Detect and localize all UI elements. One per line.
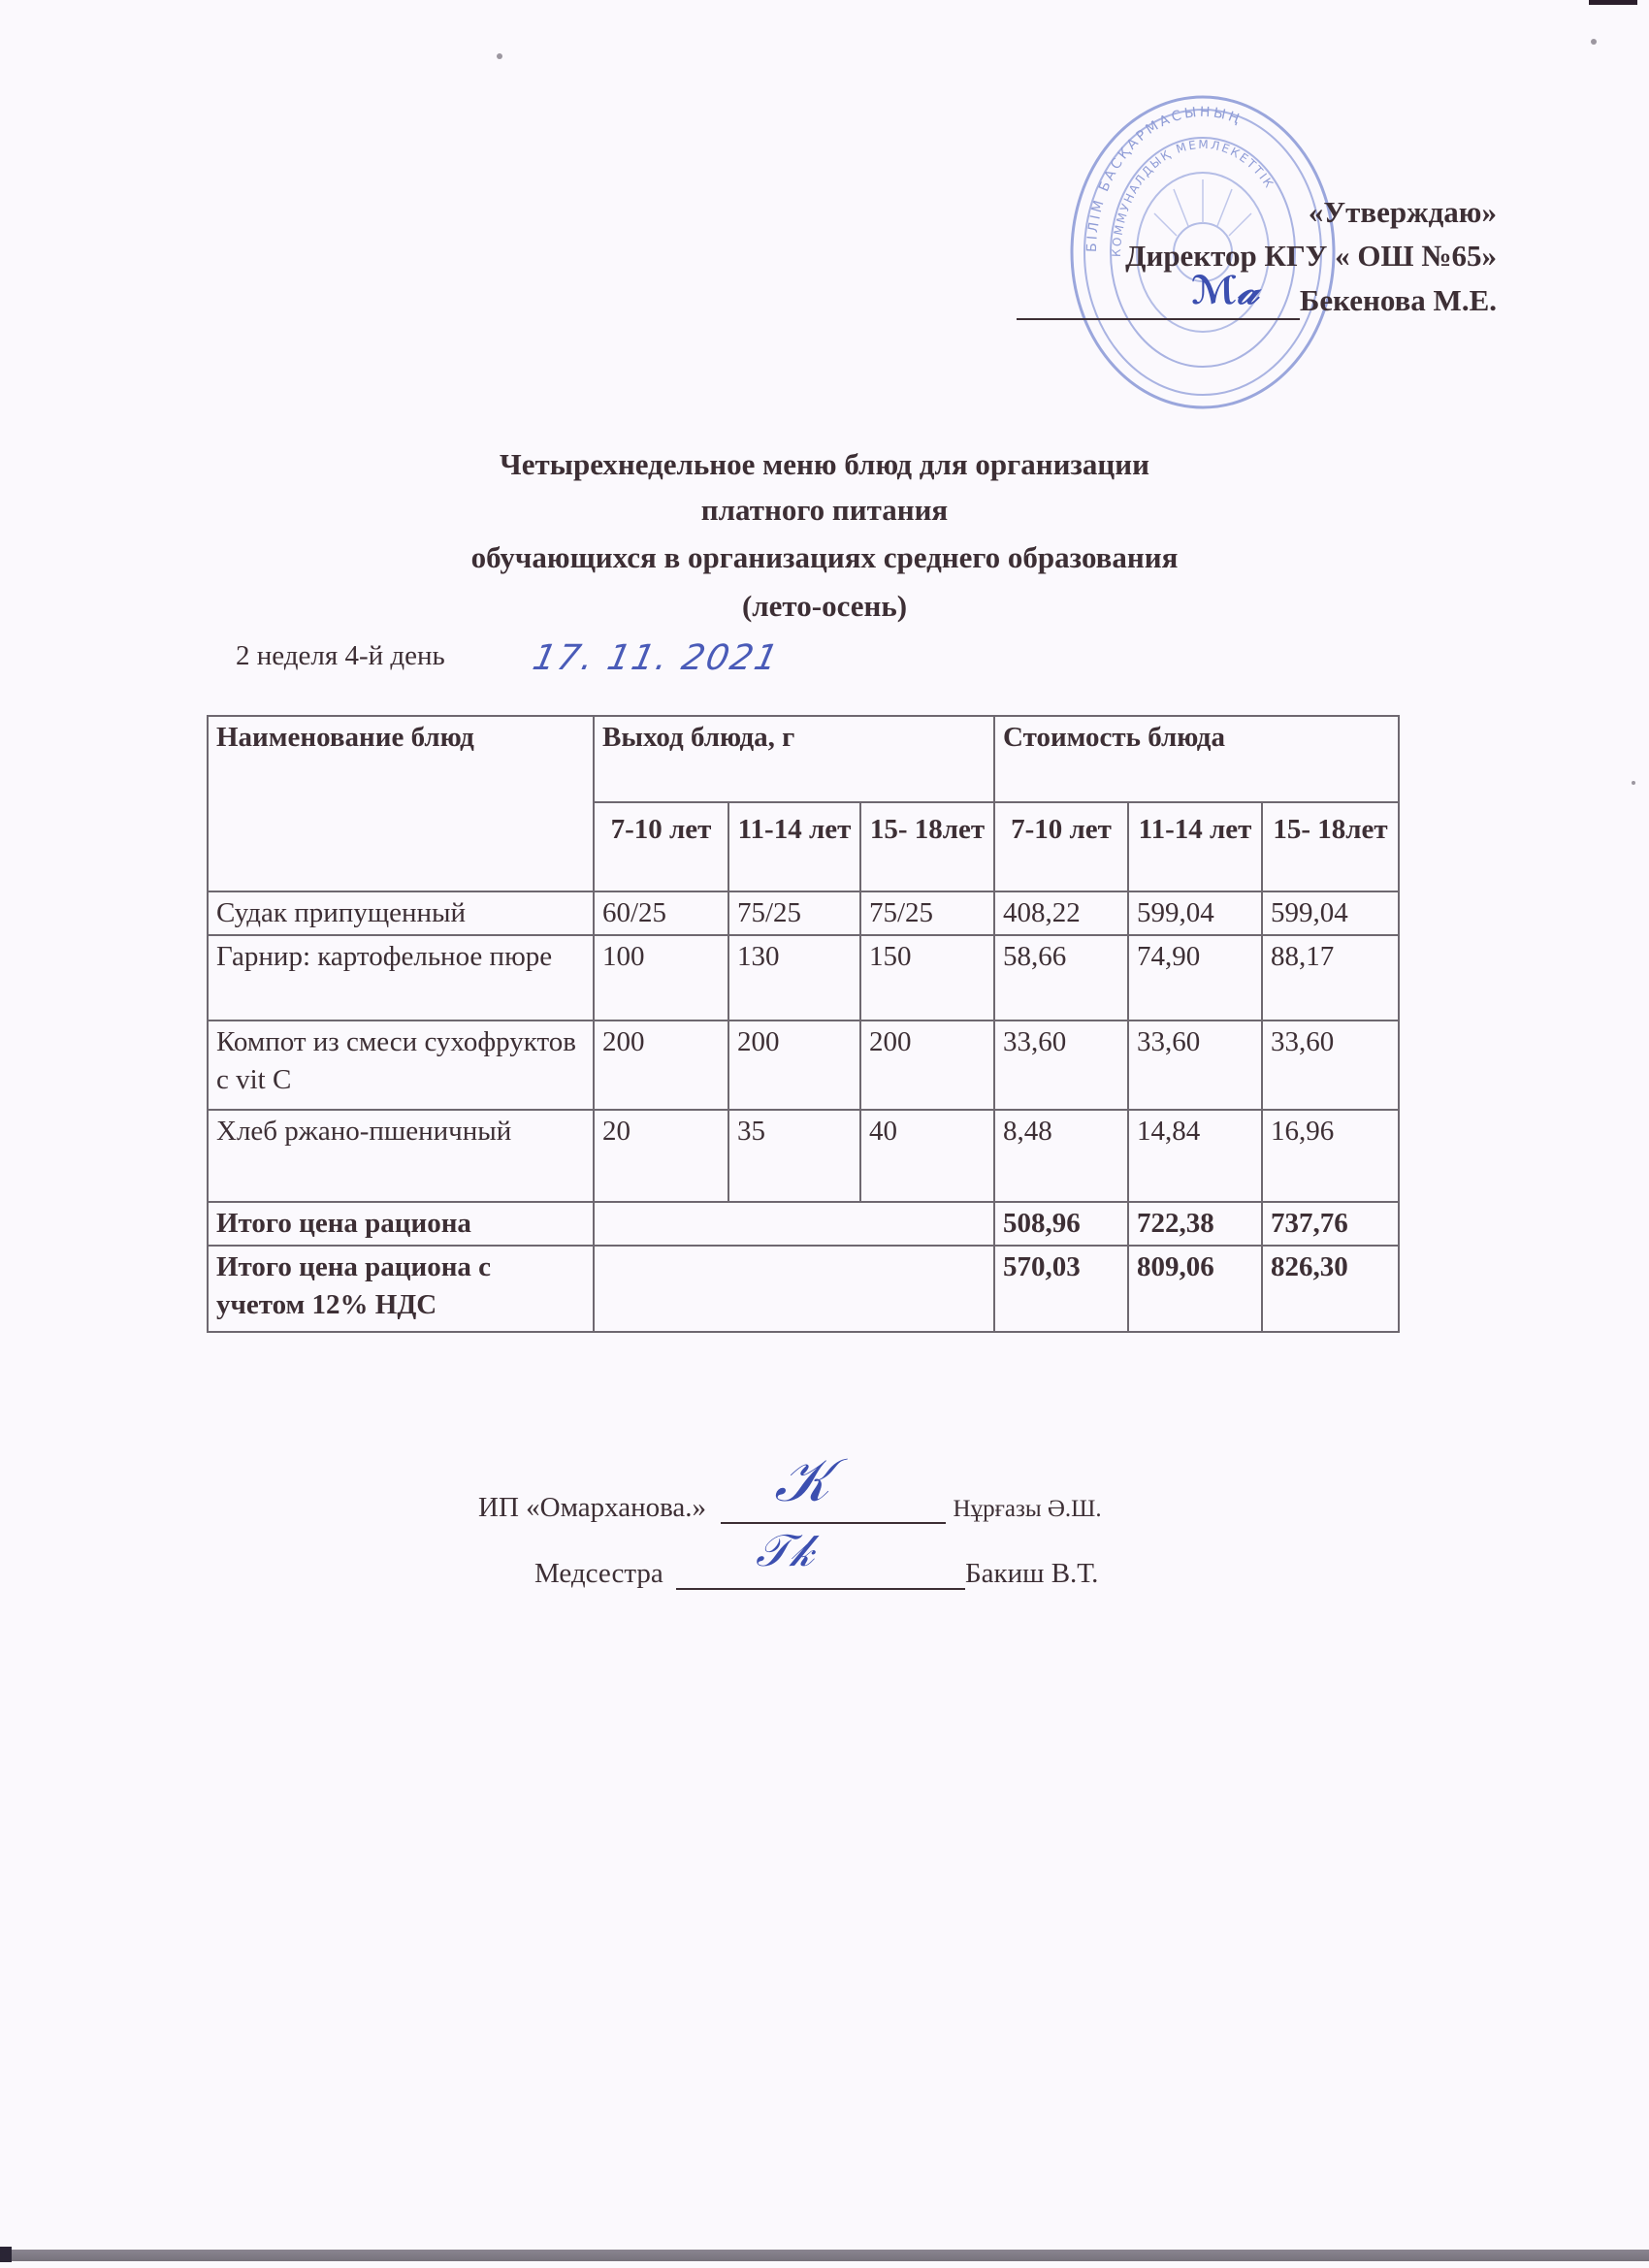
document-title-line-1: Четырехнедельное меню блюд для организации: [500, 447, 1149, 481]
supplier-name: Нұрғазы Ә.Ш.: [953, 1496, 1102, 1522]
header-age-group: 7-10 лет: [594, 802, 728, 891]
total-row: [208, 1202, 1399, 1246]
yield-cell: 75/25: [728, 891, 860, 935]
nurse-name: Бакиш В.Т.: [965, 1558, 1099, 1589]
scan-speck: [1591, 39, 1597, 45]
header-cost: Стоимость блюда: [994, 716, 1399, 802]
dish-name: Хлеб ржано-пшеничный: [208, 1110, 594, 1202]
scan-edge: [0, 2250, 1649, 2261]
cost-cell: 8,48: [994, 1110, 1128, 1202]
yield-cell: 100: [594, 935, 728, 1021]
total-label: Итого цена рациона: [208, 1202, 594, 1246]
yield-cell: 130: [728, 935, 860, 1021]
document-title-line-2: платного питания: [700, 493, 949, 527]
document-title-line-3: обучающихся в организациях среднего образования: [470, 540, 1179, 574]
yield-cell: 200: [728, 1021, 860, 1110]
supplier-signature-line: [478, 1444, 1102, 1524]
header-age-group: 15- 18лет: [860, 802, 994, 891]
dish-name: Гарнир: картофельное пюре: [208, 935, 594, 1021]
yield-cell: 75/25: [860, 891, 994, 935]
total-vat-cost-cell: 570,03: [994, 1246, 1128, 1332]
table-row: [208, 1021, 1399, 1110]
yield-cell: 20: [594, 1110, 728, 1202]
svg-text:КОММУНАЛДЫҚ МЕМЛЕКЕТТІК: КОММУНАЛДЫҚ МЕМЛЕКЕТТІК: [1109, 137, 1277, 258]
scan-speck: [497, 53, 502, 59]
total-cost-cell: 722,38: [1128, 1202, 1262, 1246]
cost-cell: 88,17: [1262, 935, 1399, 1021]
total-cost-cell: 508,96: [994, 1202, 1128, 1246]
supplier-signature-icon: 𝒦: [774, 1444, 830, 1515]
total-cost-cell: 737,76: [1262, 1202, 1399, 1246]
director-signature-line: [1017, 269, 1497, 320]
yield-cell: 200: [860, 1021, 994, 1110]
table-header-row: [208, 716, 1399, 802]
yield-cell: 150: [860, 935, 994, 1021]
dish-name: Судак припущенный: [208, 891, 594, 935]
header-age-group: 11-14 лет: [1128, 802, 1262, 891]
signature-underline: [721, 1444, 946, 1524]
table-row: [208, 935, 1399, 1021]
empty-cell: [594, 1202, 994, 1246]
director-position: Директор КГУ « ОШ №65»: [1125, 239, 1497, 273]
approve-label: «Утверждаю»: [1308, 195, 1497, 229]
cost-cell: 599,04: [1262, 891, 1399, 935]
header-dish-name: Наименование блюд: [208, 716, 594, 891]
cost-cell: 408,22: [994, 891, 1128, 935]
nurse-signature-line: [534, 1524, 1099, 1590]
empty-cell: [594, 1246, 994, 1332]
yield-cell: 200: [594, 1021, 728, 1110]
yield-cell: 35: [728, 1110, 860, 1202]
scan-edge: [1589, 0, 1637, 5]
svg-text:БІЛІМ БАСҚАРМАСЫНЫҢ: БІЛІМ БАСҚАРМАСЫНЫҢ: [1083, 104, 1245, 253]
nurse-role: Медсестра: [534, 1558, 663, 1589]
signature-underline: [676, 1524, 965, 1590]
total-vat-row: [208, 1246, 1399, 1332]
handwritten-date: 17. 11. 2021: [529, 638, 784, 678]
table-row: [208, 891, 1399, 935]
menu-table: [207, 715, 1400, 1333]
total-vat-cost-cell: 809,06: [1128, 1246, 1262, 1332]
supplier-role: ИП «Омарханова.»: [478, 1492, 707, 1523]
cost-cell: 599,04: [1128, 891, 1262, 935]
table-row: [208, 1110, 1399, 1202]
dish-name: Компот из смеси сухофруктов с vit C: [208, 1021, 594, 1110]
cost-cell: 14,84: [1128, 1110, 1262, 1202]
header-age-group: 7-10 лет: [994, 802, 1128, 891]
cost-cell: 33,60: [994, 1021, 1128, 1110]
director-signature-icon: ℳ𝒶: [1190, 269, 1259, 313]
header-age-group: 11-14 лет: [728, 802, 860, 891]
cost-cell: 16,96: [1262, 1110, 1399, 1202]
week-day-label: 2 неделя 4-й день: [236, 640, 445, 671]
total-vat-label: Итого цена рациона с учетом 12% НДС: [208, 1246, 594, 1332]
signature-underline: [1017, 269, 1300, 320]
yield-cell: 40: [860, 1110, 994, 1202]
header-yield: Выход блюда, г: [594, 716, 994, 802]
cost-cell: 74,90: [1128, 935, 1262, 1021]
director-name: Бекенова М.Е.: [1299, 283, 1497, 317]
cost-cell: 33,60: [1128, 1021, 1262, 1110]
total-vat-cost-cell: 826,30: [1262, 1246, 1399, 1332]
nurse-signature-icon: 𝒯𝓀: [756, 1524, 814, 1576]
cost-cell: 58,66: [994, 935, 1128, 1021]
yield-cell: 60/25: [594, 891, 728, 935]
document-title-line-4: (лето-осень): [741, 589, 908, 623]
scan-speck: [1632, 781, 1635, 785]
cost-cell: 33,60: [1262, 1021, 1399, 1110]
header-age-group: 15- 18лет: [1262, 802, 1399, 891]
scan-edge: [0, 2247, 12, 2262]
